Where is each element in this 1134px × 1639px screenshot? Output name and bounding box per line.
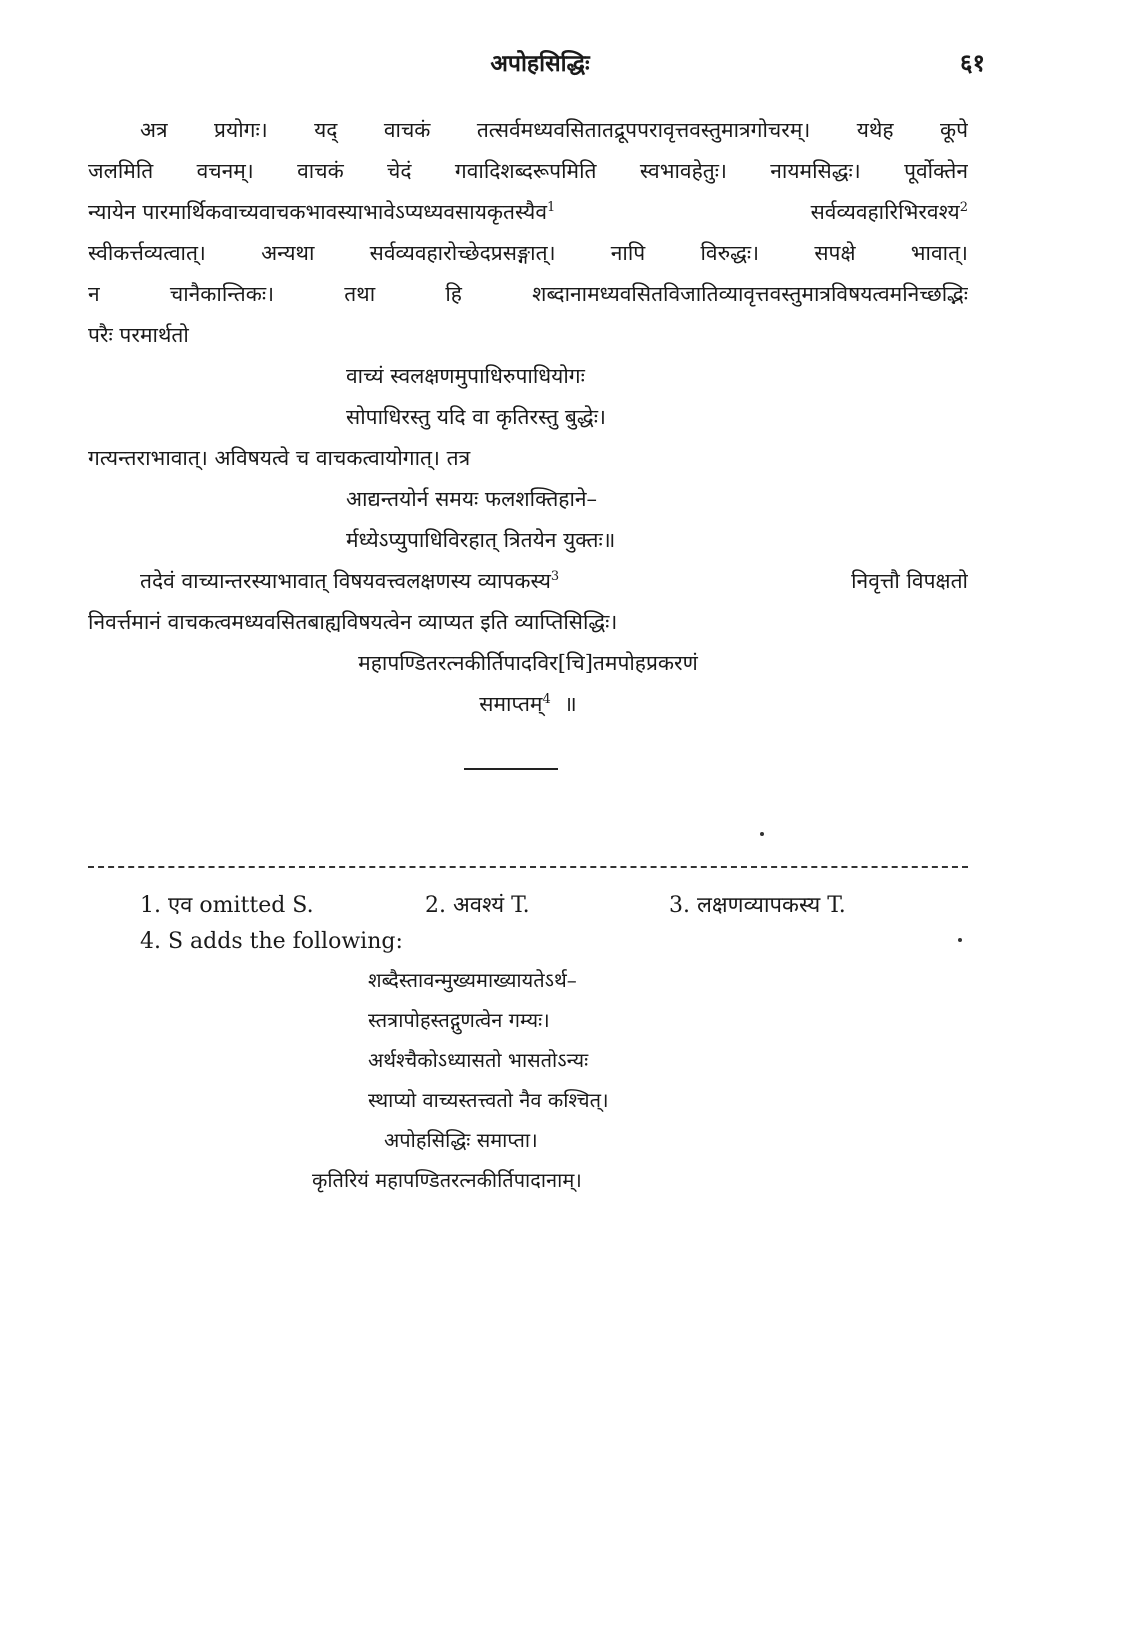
text-line-1: अत्र प्रयोगः। यद् वाचकं तत्सर्वमध्यवसितातद्रूपपरावृत्तवस्तुमात्रगोचरम्। यथेह कूपे <box>140 118 968 142</box>
colophon-line-2: समाप्तम्$^4$ ॥ <box>479 692 577 716</box>
footnote-2: 2. अवश्यं T. <box>425 893 530 918</box>
footnote-3: 3. लक्षणव्यापकस्य T. <box>669 893 846 918</box>
text-line-8 <box>88 561 968 602</box>
verse-2-line-2: र्मध्येऽप्युपाधिविरहात् त्रितयेन युक्तः॥ <box>346 528 616 552</box>
footnote-verse-line: कृतिरियं महापण्डितरत्नकीर्तिपादानाम्। <box>312 1168 582 1192</box>
text-line-2: जलमिति वचनम्। वाचकं चेदं गवादिशब्दरूपमिति स्वभावहेतुः। नायमसिद्धः। पूर्वोक्तेन <box>88 159 968 183</box>
text-line-4: स्वीकर्त्तव्यत्वात्। अन्यथा सर्वव्यवहारोच्छेदप्रसङ्गात्। नापि विरुद्धः। सपक्षे भावात्। <box>88 241 968 265</box>
text-line-8-part-b: निवृत्तौ विपक्षतो <box>851 569 968 593</box>
text-line-6: परैः परमार्थतो <box>88 323 189 347</box>
text-line-3-part-a: न्यायेन पारमार्थिकवाच्यवाचकभावस्याभावेऽप्यध्यवसायकृतस्यैव$^1$ <box>88 200 556 224</box>
footnote-ref-1: 1 <box>547 200 556 215</box>
footnote-ref-3: 3 <box>550 569 560 584</box>
text-line-3 <box>88 192 968 233</box>
print-speck <box>958 938 962 942</box>
text-line-3-part-b: सर्वव्यवहारिभिरवश्य$^2$ <box>810 200 968 224</box>
footnotes <box>140 888 900 1200</box>
footnote-4: 4. S adds the following: <box>140 929 403 954</box>
running-header-title: अपोहसिद्धिः <box>490 50 590 77</box>
text-line-9: निवर्त्तमानं वाचकत्वमध्यवसितबाह्यविषयत्वेन व्याप्यत इति व्याप्तिसिद्धिः। <box>88 610 618 634</box>
footnote-verse-line: अर्थश्चैकोऽध्यासतो भासतोऽन्यः <box>368 1048 589 1072</box>
verse-2-line-1: आद्यन्तयोर्न समयः फलशक्तिहाने– <box>346 487 598 511</box>
text-line-7: गत्यन्तराभावात्। अविषयत्वे च वाचकत्वायोगात्। तत्र <box>88 446 471 470</box>
text-line-8-part-a: तदेवं वाच्यान्तरस्याभावात् विषयवत्त्वलक्षणस्य व्यापकस्य$^3$ <box>140 569 560 593</box>
page-number: ६१ <box>960 48 985 77</box>
print-speck <box>760 832 764 836</box>
footnote-1: 1. एव omitted S. <box>140 893 314 918</box>
footnote-ref-4: 4 <box>542 692 551 707</box>
main-text <box>88 110 968 725</box>
footnote-verse-line: स्थाप्यो वाच्यस्तत्त्वतो नैव कश्चित्। <box>368 1088 609 1112</box>
footnote-row <box>140 888 900 924</box>
footnote-verse-line: शब्दैस्तावन्मुख्यमाख्यायतेऽर्थ– <box>368 968 577 992</box>
section-end-rule <box>464 768 558 770</box>
footnote-separator <box>88 866 968 868</box>
colophon-line-1: महापण्डितरत्नकीर्तिपादविर[चि]तमपोहप्रकरणं <box>358 651 698 675</box>
text-line-5: न चानैकान्तिकः। तथा हि शब्दानामध्यवसितविजातिव्यावृत्तवस्तुमात्रविषयत्वमनिच्छद्भिः <box>88 282 968 306</box>
footnote-verse-line: स्तत्रापोहस्तद्गुणत्वेन गम्यः। <box>368 1008 550 1032</box>
footnote-ref-2: 2 <box>959 200 968 215</box>
footnote-verse-line: अपोहसिद्धिः समाप्ता। <box>384 1128 538 1152</box>
verse-1-line-1: वाच्यं स्वलक्षणमुपाधिरुपाधियोगः <box>346 364 585 388</box>
verse-1-line-2: सोपाधिरस्तु यदि वा कृतिरस्तु बुद्धेः। <box>346 405 606 429</box>
footnote-verse <box>140 960 900 1200</box>
